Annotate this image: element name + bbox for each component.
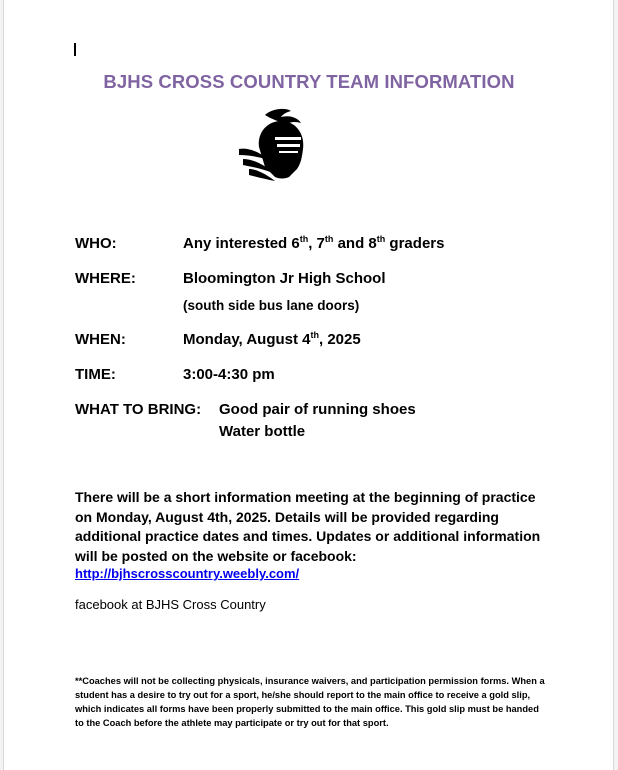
footnote: **Coaches will not be collecting physicals, insurance waivers, and participation permission forms. When a student has a desire to try out for a sport, he/she should report to the main office to receive a gold slip, which indicates all forms have been properly submitted to the main office. This gold slip must be handed to the Coach before the athlete may participate or try out for that sport.: [75, 676, 545, 728]
when-value: Monday, August 4th, 2025: [183, 330, 361, 348]
where-value: Bloomington Jr High School: [183, 270, 386, 287]
page-title: BJHS CROSS COUNTRY TEAM INFORMATION: [103, 71, 515, 92]
knight-helmet-icon: [235, 107, 313, 181]
bring-item-water: Water bottle: [219, 423, 306, 440]
text-cursor: [74, 43, 76, 56]
time-value: 3:00-4:30 pm: [183, 366, 275, 383]
facebook-text: facebook at BJHS Cross Country: [75, 597, 266, 612]
when-label: WHEN:: [75, 331, 126, 348]
who-value: Any interested 6th, 7th and 8th graders: [183, 234, 445, 252]
time-label: TIME:: [75, 366, 116, 383]
bring-label: WHAT TO BRING:: [75, 401, 202, 418]
website-link[interactable]: http://bjhscrosscountry.weebly.com/: [75, 566, 300, 581]
bring-item-shoes: Good pair of running shoes: [219, 401, 416, 418]
where-note: (south side bus lane doors): [183, 298, 360, 313]
where-label: WHERE:: [75, 270, 136, 287]
who-label: WHO:: [75, 235, 117, 252]
info-paragraph: There will be a short information meeting at the beginning of practice on Monday, August 4th, 2025. Details will be provided regarding additional practice dates and times. Updates or additional information will be posted on the website or facebook:: [75, 489, 541, 564]
